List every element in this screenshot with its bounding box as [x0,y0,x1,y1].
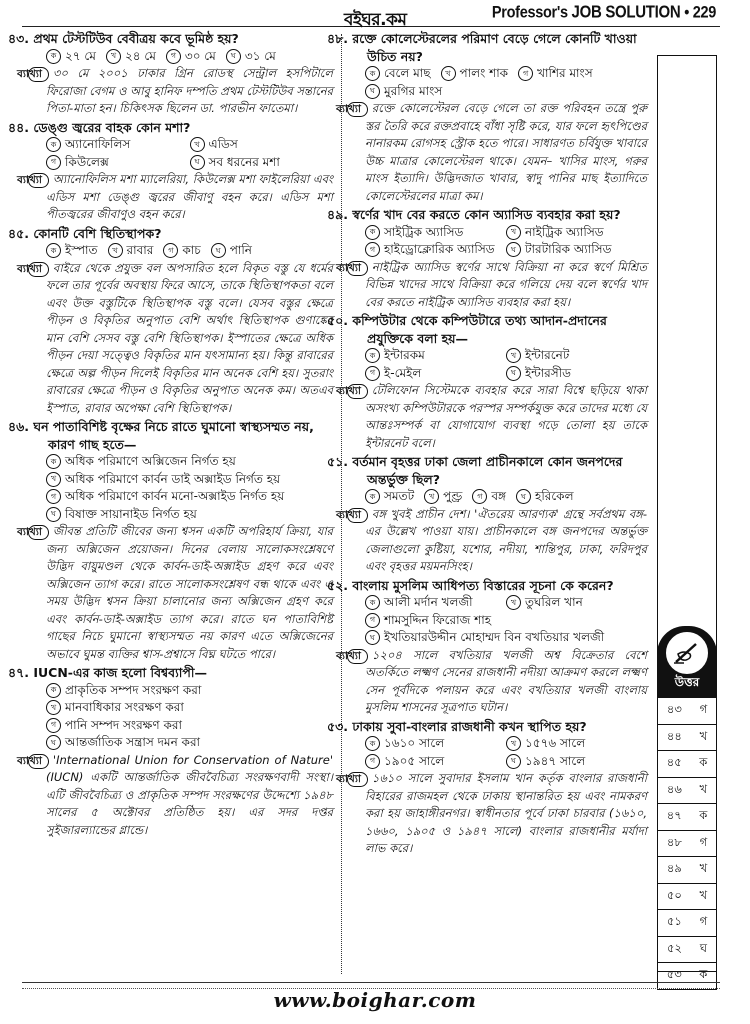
options-list [28,48,333,66]
option-marker: ঘ [211,243,226,258]
option-marker: ঘ [46,507,61,522]
option-marker: খ [46,700,61,715]
options-list [347,347,647,382]
option-text: সব ধরনের মশা [208,154,280,169]
question-text [327,312,647,347]
answer-row [657,857,717,884]
option-text: বিষাক্ত সায়ানাইড নির্গত হয় [65,506,197,521]
option-ক[interactable] [365,735,506,753]
option-marker: গ [46,155,61,170]
option-marker: গ [472,489,487,504]
option-text: প্রাকৃতিক সম্পদ সংরক্ষণ করা [65,682,202,697]
option-ঘ[interactable] [46,506,323,524]
question-number: ৫৩. [327,718,348,734]
option-text: কাচ [182,243,201,257]
option-text: ইন্টারসীড [525,365,571,380]
option-marker: গ [163,243,178,258]
book-title [492,3,716,23]
option-marker: খ [441,66,456,81]
option-text: নাইট্রিক অ্যাসিড [525,224,604,239]
option-ঘ[interactable] [516,488,574,506]
explanation-badge: ব্যাখ্যা [347,772,368,787]
option-marker: ক [46,49,61,64]
option-ক[interactable] [365,488,414,506]
option-খ[interactable] [506,594,647,612]
answer-key-header [657,626,717,698]
footer-url: www.boighar.com [273,988,477,1012]
question-number: ৪৩. [8,31,29,46]
explanation-badge: ব্যাখ্যা [28,67,49,82]
page-number: 229 [692,3,716,23]
option-text: মুরগির মাংস [384,83,443,98]
option-ক[interactable] [46,242,98,260]
option-marker: গ [46,718,61,733]
answer-option: খ [699,728,708,743]
option-text: বেলে মাছ [384,66,431,80]
option-marker: খ [506,595,521,610]
option-text: ইস্পাত [65,243,98,257]
explanation-badge: ব্যাখ্যা [28,754,49,769]
question-text [8,418,333,453]
option-marker: খ [108,243,123,258]
option-marker: খ [506,348,521,363]
option-marker: ঘ [365,84,380,99]
question-stem: কোনটি বেশি স্থিতিস্থাপক? [33,225,162,241]
option-text: আলী মর্দান খলজী [384,595,473,609]
option-ক[interactable] [365,594,506,612]
explanation [336,506,647,576]
option-marker: খ [424,489,439,504]
option-খ[interactable] [506,347,647,365]
answer-option: খ [699,887,708,902]
option-text: কিউলেক্স [65,154,109,169]
option-text: পালং শাক [459,66,509,80]
answer-question-number: ৫২ [666,940,682,955]
answer-question-number: ৫৩ [666,967,682,982]
option-text: মানবাধিকার সংরক্ষণ করা [65,700,184,714]
option-ক[interactable] [46,136,190,154]
question-block [327,206,647,311]
answer-option: গ [699,914,708,929]
answer-question-number: ৪৭ [666,808,682,823]
option-text: খাশির মাংস [537,66,593,80]
question-stem: বর্তমান বৃহত্তর ঢাকা জেলা প্রাচীনকালে কোন জনপদের অন্তর্ভুক্ত ছিল? [352,454,623,487]
explanation-text: জীবন্ত প্রতিটি জীবের জন্য শ্বসন একটি অপরিহার্য ক্রিয়া, যার জন্য অক্সিজেন প্রয়োজন। দিনের বেলায় সালোকসংশ্লেষণে উদ্ভিদ বায়ুমণ্ডল থেকে কার্বন-ডাই-অক্সাইড গ্রহণ করে এবং অক্সিজেন ত্যাগ করে। রাতে সালোকসংশ্লেষণ বন্ধ থাকে এবং এ সময় উদ্ভিদ শ্বসন ক্রিয়া চালানোর জন্য অক্সিজেন গ্রহণ করে এবং কার্বন-ডাই-অক্সাইড ত্যাগ করে। রাতে ঘন পাতাবিশিষ্ট গাছের নিচে ঘুমানো স্বাস্থ্যসম্মত নয় কারণ এতে অক্সিজেনের অভাবে ঘুমন্ত ব্যক্তির শ্বাস-প্রশ্বাসে বিঘ্ন ঘটতে পারে। [46,524,333,661]
question-stem: IUCN-এর কাজ হলো বিশ্বব্যাপী— [33,665,207,680]
question-text [327,206,647,224]
option-ঘ[interactable] [506,241,647,259]
question-stem: ঘন পাতাবিশিষ্ট বৃক্ষের নিচে রাতে ঘুমানো স্বাস্থ্যসম্মত নয়, কারণ গাছ হতে— [33,419,314,452]
question-stem: রক্তে কোলেস্টেরলের পরিমাণ বেড়ে গেলে কোনটি খাওয়া উচিত নয়? [352,31,637,64]
option-খ[interactable] [106,48,156,66]
question-block [327,453,647,576]
explanation-badge: ব্যাখ্যা [347,384,368,399]
options-list [28,136,333,171]
answer-question-number: ৪৬ [666,781,682,796]
explanation [17,260,333,418]
option-marker: ঘ [190,155,205,170]
option-text: অধিক পরিমাণে কার্বন ডাই অক্সাইড নির্গত হয় [65,471,281,486]
question-number: ৪৯. [327,207,348,222]
option-ঘ[interactable] [365,83,442,101]
options-list [347,65,647,100]
question-block [8,418,333,663]
option-marker: খ [190,137,205,152]
option-text: পানি [229,243,252,257]
answer-option: ক [699,808,708,823]
option-ঘ[interactable] [506,753,647,771]
options-list [347,594,647,647]
option-ঘ[interactable] [226,48,276,66]
answer-option: খ [699,861,708,876]
option-marker: ক [365,66,380,81]
option-text: বঙ্গ [491,489,507,503]
option-text: ১৯৪৭ সালে [525,753,586,768]
option-text: অধিক পরিমাণে কার্বন মনো-অক্সাইড নির্গত হয় [65,489,285,503]
answer-question-number: ৫০ [666,887,682,902]
question-number: ৪৭. [8,665,29,680]
option-ক[interactable] [365,224,506,242]
answer-question-number: ৪৯ [666,861,682,876]
explanation-text: ১৬১০ সালে সুবাদার ইসলাম খান কর্তৃক বাংলার রাজধানী বিহারের রাজমহল থেকে ঢাকায় স্থানান্তরিত হয় এবং নামকরণ করা হয় জাহাঙ্গীরনগর। স্বাধীনতার পূর্বে ঢাকা চারবার (১৬১০, ১৬৬০, ১৯০৫ ও ১৯৪৭ সালে) বাংলার রাজধানীর মর্যাদা লাভ করে। [365,771,647,855]
option-marker: খ [46,472,61,487]
option-text: ২৭ মে [65,48,96,63]
answer-row [657,910,717,937]
page-header [22,0,720,30]
option-marker: গ [518,66,533,81]
option-text: ১৫৭৬ সালে [525,736,586,750]
explanation [17,752,333,840]
option-গ[interactable] [518,65,593,83]
option-গ[interactable] [365,365,506,383]
option-ক[interactable] [365,65,431,83]
option-marker: গ [365,754,380,769]
options-list [347,735,647,770]
option-marker: ঘ [226,49,241,64]
option-text: তুঘরিল খান [525,595,583,609]
option-text: আন্তর্জাতিক সন্ত্রাস দমন করা [65,735,201,749]
option-marker: ঘ [46,735,61,750]
option-marker: গ [365,242,380,257]
option-গ[interactable] [163,242,200,260]
option-গ[interactable] [46,154,190,172]
explanation-text: টেলিফোন সিস্টেমকে ব্যবহার করে সারা বিশ্বে ছড়িয়ে থাকা অসংখ্য কম্পিউটারকে পরস্পর সম্পর্কযুক্ত করে তাদের মধ্যে যে আন্তঃসম্পর্ক বা যোগাযোগ ব্যবস্থা গড়ে তোলা হয় তাকে ইন্টারনেট বলে। [365,383,647,450]
answer-option: ক [699,967,708,982]
pen-writing-icon [666,632,708,674]
answer-option: ক [699,755,708,770]
explanation-text: নাইট্রিক অ্যাসিড স্বর্ণের সাথে বিক্রিয়া না করে স্বর্ণে মিশ্রিত বিভিন্ন খাদের সাথে বিক্রিয়া করে গলিয়ে দেয় বলে স্বর্ণের খাদ বের করতে নাইট্রিক অ্যাসিড ব্যবহার করা হয়। [365,259,647,309]
explanation-badge: ব্যাখ্যা [347,649,368,664]
options-list [347,488,647,506]
option-marker: খ [106,49,121,64]
question-number: ৪৮. [327,31,348,46]
option-marker: গ [46,489,61,504]
answer-row [657,804,717,831]
right-column [327,30,647,859]
explanation-badge: ব্যাখ্যা [347,261,368,276]
option-text: এডিস [208,137,238,151]
book-title-prefix: Professor's [491,3,568,23]
option-marker: ঘ [365,630,380,645]
question-number: ৪৫. [8,225,29,241]
option-ক[interactable] [46,453,323,471]
option-text: হরিকেল [535,489,574,503]
option-text: শামসুদ্দিন ফিরোজ শাহ [384,612,491,627]
question-block [327,312,647,452]
column-divider [341,34,342,974]
option-ঘ[interactable] [506,365,647,383]
question-text [8,225,333,243]
option-text: টারটারিক অ্যাসিড [525,242,612,256]
explanation-badge: ব্যাখ্যা [28,525,49,540]
options-list [28,682,333,752]
question-stem: প্রথম টেস্টটিউব বেবীত্রয় কবে ভূমিষ্ঠ হয়? [33,31,239,46]
option-marker: ক [365,489,380,504]
question-block [8,30,333,118]
option-marker: ঘ [506,242,521,257]
question-text [327,718,647,736]
answer-key-table [657,698,717,990]
option-text: ১৬১০ সালে [384,736,445,750]
answer-question-number: ৪৪ [666,728,682,743]
answer-row [657,937,717,964]
question-block [8,119,333,224]
answer-question-number: ৫১ [666,914,682,929]
option-marker: ক [46,243,61,258]
option-খ[interactable] [424,488,462,506]
question-block [327,577,647,717]
question-text [327,577,647,595]
option-text: অধিক পরিমাণে অক্সিজেন নির্গত হয় [65,454,236,468]
question-number: ৪৬. [8,419,29,434]
option-text: ইন্টারনেট [525,348,570,362]
option-marker: গ [166,49,181,64]
options-list [28,453,333,523]
question-block [327,718,647,858]
option-খ[interactable] [46,699,323,717]
site-name-bengali: বইঘর.কম [344,10,407,30]
option-marker: ঘ [516,489,531,504]
option-ঘ[interactable] [211,242,252,260]
explanation [336,100,647,205]
option-marker: ক [365,225,380,240]
answer-question-number: ৪৮ [666,834,682,849]
question-text [8,30,333,48]
option-marker: ঘ [506,754,521,769]
option-গ[interactable] [472,488,506,506]
question-stem: ঢাকায় সুবা-বাংলার রাজধানী কখন স্থাপিত হয়? [352,718,587,734]
option-গ[interactable] [365,753,506,771]
answer-row [657,725,717,752]
option-text: রাবার [126,243,154,257]
question-text [8,664,333,682]
option-text: অ্যানোফিলিস [65,137,131,151]
option-marker: ক [46,137,61,152]
book-title-main: JOB SOLUTION [571,2,681,23]
option-গ[interactable] [365,612,647,630]
question-number: ৫০. [327,313,348,328]
option-গ[interactable] [365,241,506,259]
option-ঘ[interactable] [190,154,334,172]
answer-option: গ [699,702,708,717]
question-stem: কম্পিউটার থেকে কম্পিউটারে তথ্য আদান-প্রদানের প্রযুক্তিকে বলা হয়— [352,313,607,346]
title-separator: • [684,3,689,23]
explanation-text: বাইরে থেকে প্রযুক্ত বল অপসারিত হলে বিকৃত বস্তু যে ধর্মের ফলে তার পূর্বের অবস্থায় ফিরে আসে, তাকে স্থিতিস্থাপকতা বলে এবং উক্ত বস্তুটিকে স্থিতিস্থাপক বস্তু বলে। যেসব বস্তুর ক্ষেত্রে পীড়ন ও বিকৃতির অনুপাত বেশি অর্থাৎ স্থিতিস্থাপক গুণাঙ্কের মান বেশি সেসব বস্তু বেশি স্থিতিস্থাপক। ইস্পাতের ক্ষেত্রে অধিক পীড়ন দেয়া সত্ত্বেও বিকৃতির মান যৎসামান্য হয়। কিন্তু রাবারের ক্ষেত্রে অল্প পীড়ন দিলেই বিকৃতির মান অনেক বেশি হয়। সুতরাং রাবারের ক্ষেত্রে পীড়ন ও বিকৃতির অনুপাত অনেক কম। অতএব ইস্পাত, রাবার অপেক্ষা বেশি স্থিতিস্থাপক। [46,260,333,415]
answer-row [657,778,717,805]
option-text: পুণ্ড্র [443,489,463,503]
question-number: ৫১. [327,454,348,469]
option-text: ২৪ মে [124,48,156,63]
explanation-badge: ব্যাখ্যা [28,173,49,188]
question-number: ৪৪. [8,119,29,135]
answer-row [657,831,717,858]
option-ঘ[interactable] [46,734,323,752]
option-marker: গ [365,613,380,628]
option-text: হাইড্রোক্লোরিক অ্যাসিড [384,242,495,256]
option-marker: গ [365,366,380,381]
explanation-text: 'International Union for Conservation of Nature' (IUCN) একটি আন্তর্জাতিক জীববৈচিত্র্য সংরক্ষণবাদী সংস্থা। এটি জীববৈচিত্র্য ও প্রাকৃতিক সম্পদ সংরক্ষণের উদ্দেশ্যে ১৯৪৮ সালের ৫ অক্টোবর প্রতিষ্ঠিত হয়। এর সদর দপ্তর সুইজারল্যান্ডের গ্লান্ডে। [46,752,333,837]
option-খ[interactable] [190,136,334,154]
option-text: ইন্টারকম [384,348,425,362]
option-marker: ক [365,348,380,363]
left-column [8,30,333,840]
answer-option: খ [699,781,708,796]
option-text: ইখতিয়ারউদ্দীন মোহাম্মদ বিন বখতিয়ার খলজী [384,630,605,644]
option-খ[interactable] [108,242,154,260]
explanation [336,382,647,452]
explanation [17,171,333,224]
question-block [8,225,333,418]
answer-key-label: উত্তর [674,675,700,689]
option-খ[interactable] [506,224,647,242]
explanation [336,647,647,717]
option-ঘ[interactable] [365,629,647,647]
option-খ[interactable] [441,65,509,83]
option-ক[interactable] [46,682,323,700]
explanation [336,770,647,858]
question-block [327,30,647,205]
explanation-text: ৩০ মে ২০০১ ঢাকার গ্রিন রোডস্থ সেন্ট্রাল হসপিটালে ফিরোজা বেগম ও আবু হানিফ দম্পতি প্রথম টেস্টটিউব সন্তানের পিতা-মাতা হন। চিকিৎসক ছিলেন ডা. পারভীন ফাতেমা। [46,66,333,115]
option-marker: ক [46,683,61,698]
explanation-text: অ্যানোফিলিস মশা ম্যালেরিয়া, কিউলেক্স মশা ফাইলেরিয়া এবং এডিস মশা ডেঙ্গু জ্বরের জীবাণু বহন করে। এডিস মশা পীতজ্বরের জীবাণুও বহন করে। [46,172,333,221]
explanation [17,523,333,663]
answer-row [657,698,717,725]
option-গ[interactable] [166,48,216,66]
answer-row [657,751,717,778]
option-marker: ঘ [506,366,521,381]
explanation [17,65,333,118]
question-text [327,30,647,65]
option-খ[interactable] [46,471,323,489]
option-text: পানি সম্পদ সংরক্ষণ করা [65,717,182,732]
option-marker: খ [506,736,521,751]
option-text: ৩০ মে [184,48,216,63]
question-block [8,664,333,839]
question-text [8,119,333,137]
explanation-badge: ব্যাখ্যা [347,508,368,523]
answer-question-number: ৪৫ [666,755,682,770]
option-text: ই-মেইল [384,365,422,380]
option-ক[interactable] [365,347,506,365]
question-stem: স্বর্ণের খাদ বের করতে কোন অ্যাসিড ব্যবহার করা হয়? [352,207,621,222]
answer-question-number: ৪৩ [666,702,682,717]
option-text: ১৯০৫ সালে [384,753,445,768]
answer-option: ঘ [699,940,708,955]
answer-row [657,884,717,911]
options-list [347,224,647,259]
options-list [28,242,333,260]
option-গ[interactable] [46,717,323,735]
option-marker: ক [365,595,380,610]
question-text [327,453,647,488]
explanation-badge: ব্যাখ্যা [347,102,368,117]
option-text: সমতট [384,489,415,503]
explanation-text: ১২০৪ সালে বখতিয়ার খলজী অশ্ব বিক্রেতার বেশে অতর্কিতে লক্ষ্মণ সেনের রাজধানী নদীয়া আক্রমণ করলে লক্ষ্মণ সেন পূর্বদিকে পলায়ন করে এবং বখতিয়ার খলজী বাংলায় মুসলিম শাসনের সূত্রপাত ঘটান। [365,647,647,714]
question-stem: ডেঙ্গু জ্বরের বাহক কোন মশা? [33,119,191,135]
option-marker: খ [506,225,521,240]
question-stem: বাংলায় মুসলিম আধিপত্য বিস্তারের সূচনা কে করেন? [352,577,614,593]
explanation [336,259,647,312]
option-text: সাইট্রিক অ্যাসিড [384,224,464,239]
option-খ[interactable] [506,735,647,753]
explanation-text: রক্তে কোলেস্টেরল বেড়ে গেলে তা রক্ত পরিবহন তন্ত্রে পুরু স্তর তৈরি করে রক্তপ্রবাহে বাঁধা সৃষ্টি করে, যার ফলে হৃৎপিণ্ডের নানারকম রোগসহ স্ট্রোক হতে পারে। সাধারণত চর্বিযুক্ত খাবারে উচ্চ মাত্রার কোলেস্টেরল থাকে। যেমন– খাসির মাংস, গরুর মাংস ইত্যাদি। উদ্ভিদজাত খাবার, স্বাদু পানির মাছ ইত্যাদিতে কোলেস্টেরলের মাত্রা কম। [365,101,647,203]
question-number: ৫২. [327,577,348,593]
explanation-badge: ব্যাখ্যা [28,262,49,277]
option-গ[interactable] [46,488,323,506]
explanation-text: বঙ্গ খুবই প্রাচীন দেশ। 'ঐতরেয় আরণ্যক' গ্রন্থে সর্বপ্রথম বঙ্গ-এর উল্লেখ পাওয়া যায়। প্রাচীনকালে বঙ্গ জনপদের অন্তর্ভুক্ত জেলাগুলো কুষ্টিয়া, যশোর, নদীয়া, শান্তিপুর, ঢাকা, ফরিদপুর এবং বৃহত্তর ময়মনসিংহ। [365,506,647,573]
option-text: ৩১ মে [244,48,276,63]
option-marker: ক [46,454,61,469]
option-ক[interactable] [46,48,96,66]
option-marker: ক [365,736,380,751]
answer-option: গ [699,834,708,849]
